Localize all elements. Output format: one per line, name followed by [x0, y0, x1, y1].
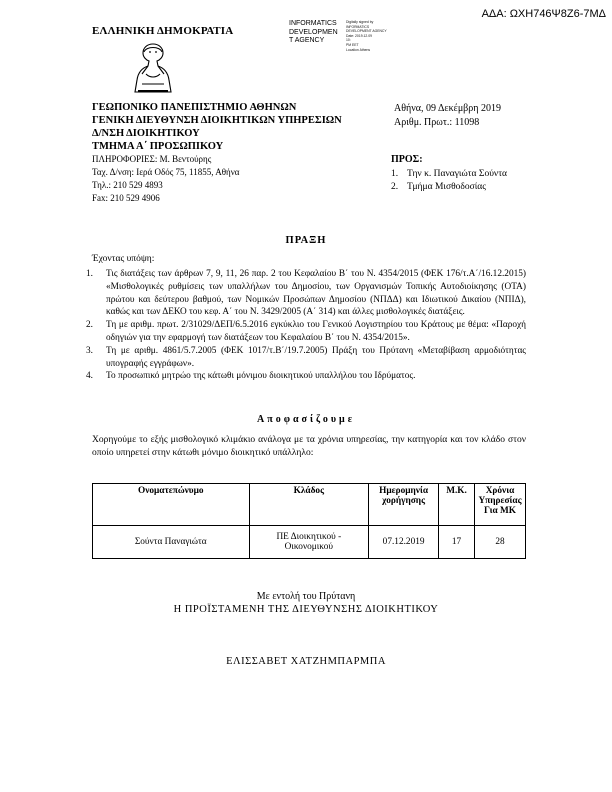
list-number: 2.	[391, 182, 399, 192]
table-header-row	[93, 484, 526, 526]
recipients-list	[391, 168, 507, 194]
signature-detail-line: INFORMATICS	[346, 24, 370, 29]
ada-code: ΑΔΑ: ΩΧΗ746Ψ8Ζ6-7ΜΔ	[481, 8, 606, 20]
list-text: Τμήμα Μισθοδοσίας	[407, 182, 487, 192]
university-name: ΓΕΩΠΟΝΙΚΟ ΠΑΝΕΠΙΣΤΗΜΙΟ ΑΘΗΝΩΝ	[92, 102, 297, 113]
header-grant-date: Ημερομηνία χορήγησης	[369, 484, 439, 526]
header-service-years: Χρόνια Υπηρεσίας Για ΜΚ	[474, 484, 525, 526]
cell-name: Σούντα Παναγιώτα	[93, 526, 250, 559]
signature-stamp	[289, 20, 338, 46]
list-number: 1.	[86, 269, 93, 279]
signature-detail-line: PM EET	[346, 42, 359, 47]
signature-detail-line: 10:	[346, 38, 351, 43]
directorate: Δ/ΝΣΗ ΔΙΟΙΚΗΤΙΚΟΥ	[92, 128, 200, 139]
list-text: Την κ. Παναγιώτα Σούντα	[407, 169, 507, 179]
decision-heading: Αποφασίζουμε	[257, 414, 355, 425]
list-item	[86, 345, 526, 371]
list-number: 4.	[86, 371, 93, 382]
cell-service-years: 28	[474, 526, 525, 559]
protocol-number: Αριθμ. Πρωτ.: 11098	[394, 117, 480, 128]
list-text: Το προσωπικό μητρώο της κάτωθι μόνιμου διοικητικού υπαλλήλου του Ιδρύματος.	[106, 371, 416, 382]
table-row	[93, 526, 526, 559]
signature-detail-line: Digitally signed by	[346, 20, 374, 24]
organization-block	[92, 101, 342, 153]
contact-info: ΠΛΗΡΟΦΟΡΙΕΣ: Μ. Βεντούρης	[92, 154, 212, 164]
general-directorate: ΓΕΝΙΚΗ ΔΙΕΥΘΥΝΣΗ ΔΙΟΙΚΗΤΙΚΩΝ ΥΠΗΡΕΣΙΩΝ	[92, 115, 342, 126]
contact-phone: Τηλ.: 210 529 4893	[92, 180, 163, 190]
document-title: ΠΡΑΞΗ	[285, 235, 327, 246]
intro-text: Έχοντας υπόψη:	[92, 254, 155, 264]
considerations-list	[86, 268, 526, 383]
document-date: Αθήνα, 09 Δεκέμβρη 2019	[394, 103, 501, 114]
list-text: Τη με αριθμ. πρωτ. 2/31029/ΔΕΠ/6.5.2016 εγκύκλιο του Γενικού Λογιστηρίου του Κράτους με θέμα: «Παροχή οδηγιών για την εφαρμογή των διατάξεων του Κεφαλαίου Β΄ του Ν. 4354/2015».	[106, 320, 526, 343]
list-item	[86, 319, 526, 345]
header-branch: Κλάδος	[249, 484, 369, 526]
list-number: 2.	[86, 320, 93, 331]
contact-fax: Fax: 210 529 4906	[92, 193, 160, 203]
header-mk: Μ.Κ.	[439, 484, 475, 526]
staff-table	[92, 483, 526, 559]
signature-detail-line: DEVELOPMENT AGENCY	[346, 29, 387, 34]
university-emblem-icon	[128, 40, 178, 96]
stamp-line: DEVELOPMEN	[289, 28, 338, 36]
contact-address: Ταχ. Δ/νση: Ιερά Οδός 75, 11855, Αθήνα	[92, 167, 240, 177]
signature-detail-line: Location Athens	[346, 47, 371, 52]
department: ΤΜΗΜΑ Α΄ ΠΡΟΣΩΠΙΚΟΥ	[92, 141, 224, 152]
list-item	[86, 370, 526, 383]
header-name: Ονοματεπώνυμο	[93, 484, 250, 526]
grant-text: Χορηγούμε το εξής μισθολογικό κλιμάκιο ανάλογα με τα χρόνια υπηρεσίας, την κατηγορία και τον κλάδο στον οποίο υπηρετεί στην κάτωθι μόνιμο διοικητικό υπάλληλο:	[92, 435, 526, 458]
date-block	[394, 102, 501, 130]
stamp-line: T AGENCY	[289, 37, 325, 44]
list-number: 3.	[86, 345, 93, 356]
cell-mk: 17	[439, 526, 475, 559]
republic-heading: ΕΛΛΗΝΙΚΗ ΔΗΜΟΚΡΑΤΙΑ	[92, 25, 234, 37]
list-text: Τις διατάξεις των άρθρων 7, 9, 11, 26 παρ. 2 του Κεφαλαίου Β΄ του Ν. 4354/2015 (ΦΕΚ 176/τ.Α΄/16.12.2015) «Μισθολογικές ρυθμίσεις των υπαλλήλων του Δημοσίου, των Οργανισμών Τοπικής Αυτοδιοίκησης (ΟΤΑ) πρώτου και δεύτερου βαθμού, των Νομικών Προσώπων Δημοσίου (ΝΠΔΔ) και Ιδιωτικού Δικαίου (ΝΠΙΔ), καθώς και των ΔΕΚΟ του κεφ. Α΄ του Ν. 3429/2005 (Α΄ 314) και άλλες μισθολογικές διατάξεις.	[106, 269, 526, 318]
list-item	[391, 168, 507, 181]
stamp-line: INFORMATICS	[289, 20, 337, 27]
list-item	[391, 181, 507, 194]
signature-detail-line: Date: 2019.12.09	[346, 33, 373, 38]
cell-branch: ΠΕ Διοικητικού - Οικονομικού	[249, 526, 369, 559]
recipients-title: ΠΡΟΣ:	[391, 154, 423, 165]
signature-order: Με εντολή του Πρύτανη	[256, 591, 356, 602]
signature-details	[346, 20, 387, 52]
signature-role: Η ΠΡΟΪΣΤΑΜΕΝΗ ΤΗΣ ΔΙΕΥΘΥΝΣΗΣ ΔΙΟΙΚΗΤΙΚΟΥ	[173, 604, 439, 615]
list-text: Τη με αριθμ. 4861/5.7.2005 (ΦΕΚ 1017/τ.Β΄/19.7.2005) Πράξη του Πρύτανη «Μεταβίβαση αρμοδιότητας υπογραφής εγγράφων».	[106, 345, 526, 369]
list-number: 1.	[391, 169, 399, 179]
signatory-name: ΕΛΙΣΣΑΒΕΤ ΧΑΤΖΗΜΠΑΡΜΠΑ	[226, 656, 386, 667]
contact-block	[92, 153, 240, 205]
cell-grant-date: 07.12.2019	[369, 526, 439, 559]
list-item	[86, 268, 526, 319]
